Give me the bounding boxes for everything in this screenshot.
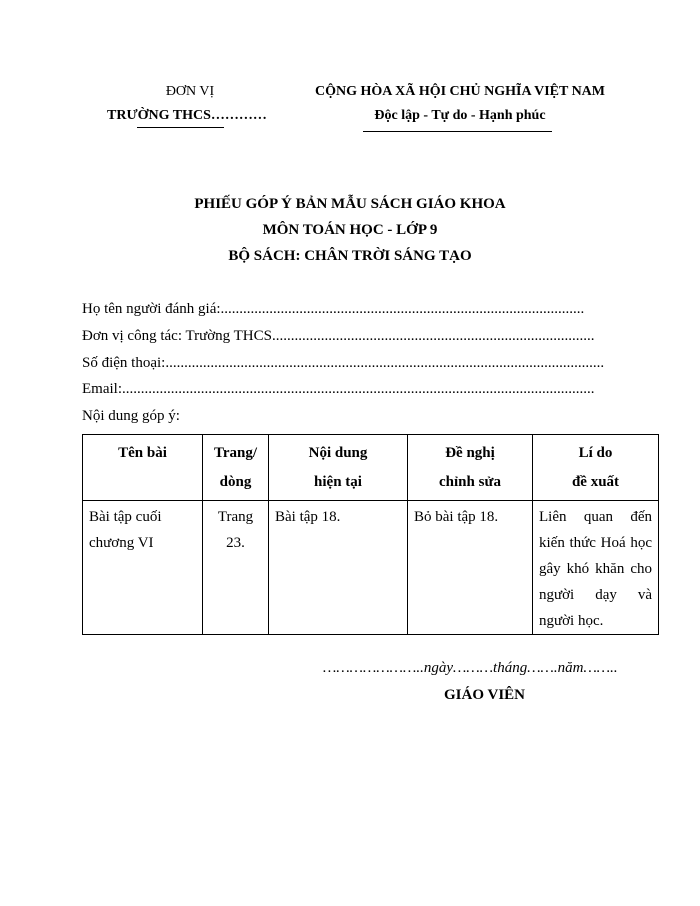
header-right-underline xyxy=(363,131,552,132)
header-country: CỘNG HÒA XÃ HỘI CHỦ NGHĨA VIỆT NAM xyxy=(314,84,605,99)
cell-reason: Liên quan đến kiến thức Hoá học gây khó khăn cho người dạy và người học. xyxy=(533,501,659,635)
header-unit-label: ĐƠN VỊ xyxy=(165,84,215,99)
header-page-line: Trang/ dòng xyxy=(203,435,269,501)
header-motto: Độc lập - Tự do - Hạnh phúc xyxy=(374,108,546,123)
form-book-series: BỘ SÁCH: CHÂN TRỜI SÁNG TẠO xyxy=(228,248,472,264)
table-header-row xyxy=(83,435,659,501)
table-row xyxy=(83,501,659,635)
form-subject: MÔN TOÁN HỌC - LỚP 9 xyxy=(262,222,438,238)
header-current-content: Nội dung hiện tại xyxy=(269,435,408,501)
cell-current-content: Bài tập 18. xyxy=(269,501,408,635)
feedback-content-label: Nội dung góp ý: xyxy=(82,408,180,424)
form-title: PHIẾU GÓP Ý BẢN MẪU SÁCH GIÁO KHOA xyxy=(194,196,506,212)
header-school-name: TRƯỜNG THCS………… xyxy=(107,108,267,123)
header-suggested-edit: Đề nghị chỉnh sửa xyxy=(408,435,533,501)
header-lesson-name: Tên bài xyxy=(83,435,203,501)
header-reason: Lí do đề xuất xyxy=(533,435,659,501)
cell-lesson: Bài tập cuối chương VI xyxy=(83,501,203,635)
teacher-signature-label: GIÁO VIÊN xyxy=(444,687,525,703)
cell-page: Trang 23. xyxy=(203,501,269,635)
header-left-underline xyxy=(137,127,224,128)
email-field: Email:.............................................................................................................................. xyxy=(82,381,595,397)
work-unit-field: Đơn vị công tác: Trường THCS...................................................................................... xyxy=(82,328,595,344)
cell-suggestion: Bỏ bài tập 18. xyxy=(408,501,533,635)
feedback-table xyxy=(82,434,659,635)
phone-field: Số điện thoại:..................................................................................................................... xyxy=(82,355,605,371)
evaluator-name-field: Họ tên người đánh giá:................................................................................................. xyxy=(82,301,585,317)
date-line: …………………..ngày………tháng…….năm…….. xyxy=(323,660,618,676)
